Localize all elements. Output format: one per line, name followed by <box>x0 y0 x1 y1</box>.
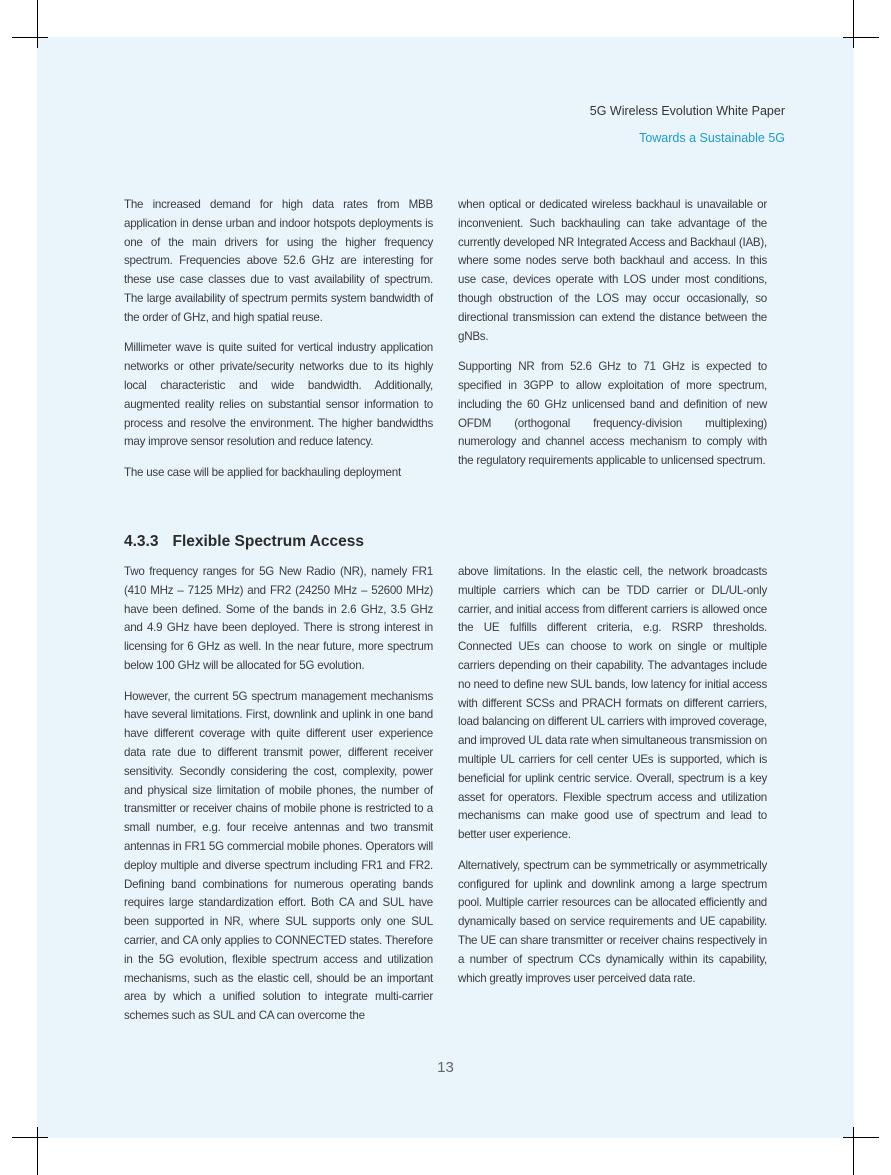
top-left-column <box>124 196 433 495</box>
header-title: 5G Wireless Evolution White Paper <box>589 104 785 118</box>
paragraph: Supporting NR from 52.6 GHz to 71 GHz is expected to specified in 3GPP to allow exploitation of more spectrum, including the 60 GHz unlicensed band and definition of new OFDM (orthogonal frequency-division multiplexing) numerology and channel access mechanism to comply with the regulatory requirements applicable to unlicensed spectrum. <box>458 360 767 468</box>
paragraph: The use case will be applied for backhauling deployment <box>124 465 401 479</box>
paragraph: Alternatively, spectrum can be symmetrically or asymmetrically configured for uplink and downlink among a large spectrum pool. Multiple carrier resources can be allocated efficiently and dynamically based on service requirements and UE capability. The UE can share transmitter or receiver chains respectively in a number of spectrum CCs dynamically within its capability, which greatly improves user perceived data rate. <box>458 858 767 985</box>
paragraph: Millimeter wave is quite suited for vertical industry application networks or other private/security networks due to its highly local characteristic and wide bandwidth. Additionally, augmented reality relies on substantial sensor information to process and resolve the environment. The higher bandwidths may improve sensor resolution and reduce latency. <box>124 341 433 449</box>
paragraph: above limitations. In the elastic cell, the network broadcasts multiple carriers which can be TDD carrier or DL/UL-only carrier, and initial access from different carriers is allowed once the UE fulfills different criteria, e.g. RSRP thresholds. Connected UEs can choose to work on single or multiple carriers depending on their capability. The advantages include no need to define new SUL bands, low latency for initial access with different SCSs and PRACH formats on different carriers, load balancing on different UL carriers with improved coverage, and improved UL data rate when simultaneous transmission on multiple UL carriers for cell center UEs is supported, which is beneficial for uplink centric service. Overall, spectrum is a key asset for operators. Flexible spectrum access and utilization mechanisms can make good use of spectrum and lead to better user experience. <box>458 565 767 842</box>
page-number: 13 <box>437 1059 454 1076</box>
top-right-column <box>458 196 767 483</box>
paragraph: Two frequency ranges for 5G New Radio (NR), namely FR1 (410 MHz – 7125 MHz) and FR2 (24250 MHz – 52600 MHz) have been defined. Some of the bands in 2.6 GHz, 3.5 GHz and 4.9 GHz have been deployed. There is strong interest in licensing for 6 GHz as well. In the near future, more spectrum below 100 GHz will be allocated for 5G evolution. <box>124 565 433 672</box>
section-left-column <box>124 563 433 1038</box>
section-heading <box>124 533 364 551</box>
section-title: Flexible Spectrum Access <box>172 533 365 550</box>
paragraph: The increased demand for high data rates from MBB application in dense urban and indoor hotspots deployments is one of the main drivers for using the higher frequency spectrum. Frequencies above 52.6 GHz are interesting for these use case classes due to vast availability of spectrum. The large availability of spectrum permits system bandwidth of the order of GHz, and high spatial reuse. <box>124 198 433 324</box>
section-number: 4.3.3 <box>124 533 159 550</box>
paragraph: when optical or dedicated wireless backhaul is unavailable or inconvenient. Such backhauling can take advantage of the currently developed NR Integrated Access and Backhaul (IAB), where some nodes serve both backhaul and access. In this use case, devices operate with LOS under most conditions, though obstruction of the LOS may occur occasionally, so directional transmission can extend the distance between the gNBs. <box>458 198 767 343</box>
section-right-column <box>458 563 767 1000</box>
header-subtitle: Towards a Sustainable 5G <box>639 131 785 145</box>
paragraph: However, the current 5G spectrum management mechanisms have several limitations. First, downlink and uplink in one band have different coverage with quite different user experience data rate due to different transmit power, different receiver sensitivity. Secondly considering the cost, complexity, power and physical size limitation of mobile phones, the number of transmitter or receiver chains of mobile phone is restricted to a small number, e.g. four receive antennas and two transmit antennas in FR1 5G commercial mobile phones. Operators will deploy multiple and diverse spectrum including FR1 and FR2. Defining band combinations for numerous operating bands requires large standardization effort. Both CA and SUL have been supported in NR, where SUL supports only one SUL carrier, and CA only applies to CONNECTED states. Therefore in the 5G evolution, flexible spectrum access and utilization mechanisms, such as the elastic cell, should be an important area by which a unified solution to integrate multi-carrier schemes such as SUL and CA can overcome the <box>124 689 433 1023</box>
